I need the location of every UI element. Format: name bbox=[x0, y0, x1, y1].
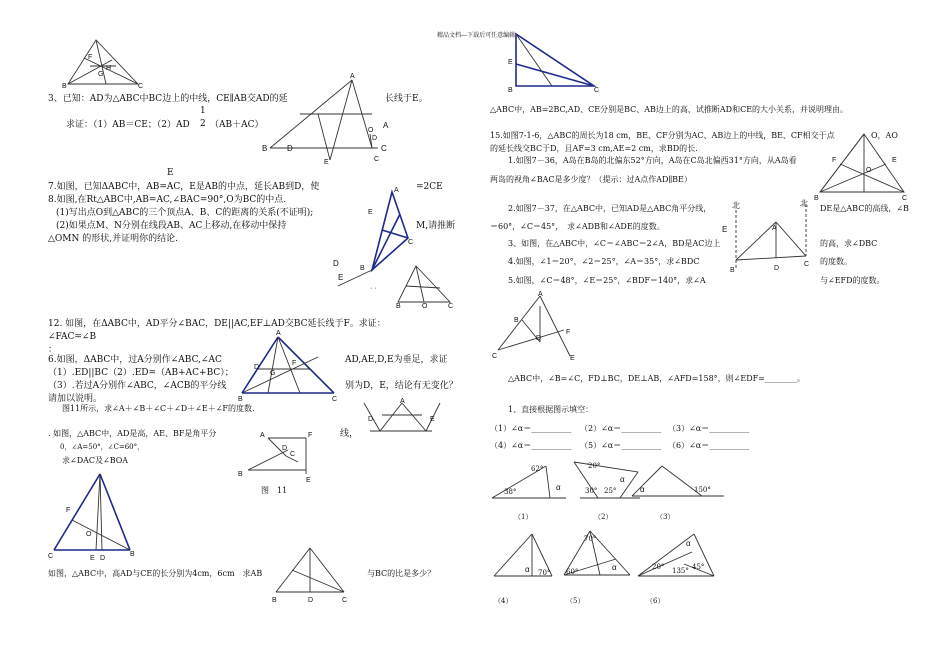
svg-text:F: F bbox=[88, 54, 93, 61]
caption-4: （4） bbox=[494, 597, 513, 605]
svg-text:D: D bbox=[774, 265, 780, 272]
svg-text:B: B bbox=[272, 597, 277, 604]
question-3-line1-end: 的高，求∠DBC bbox=[820, 239, 878, 248]
svg-text:C: C bbox=[290, 451, 296, 458]
problem-3-line2: 求证：（1）AB＝CE；（2）AD bbox=[66, 120, 190, 130]
figure-problem-12 bbox=[238, 331, 338, 401]
problem-3-line2-end: （AB＋AC） bbox=[210, 120, 264, 130]
alpha-mark-5: α bbox=[612, 563, 617, 572]
fig3-label-C: C bbox=[381, 144, 387, 153]
problem-7-line1-end: =2CE bbox=[416, 182, 443, 192]
problem-11: 图11所示，求∠A＋∠B＋∠C＋∠D＋∠E＋∠F的度数. bbox=[62, 404, 255, 413]
svg-text:E: E bbox=[508, 59, 513, 66]
fig3-label-B: B bbox=[262, 144, 268, 153]
figure-last-left bbox=[270, 540, 370, 606]
svg-text:B: B bbox=[238, 396, 243, 403]
problem-3-line1-end: 长线于E。 bbox=[385, 94, 428, 104]
problem-8-line3-end: M,请推断 bbox=[416, 221, 456, 231]
svg-text:H: H bbox=[106, 65, 112, 72]
problem-6-line1: 6.如图，ΔABC中，过A分别作∠ABC,∠AC bbox=[48, 355, 222, 365]
figure-11 bbox=[236, 428, 326, 486]
svg-text:C: C bbox=[342, 597, 348, 604]
question-2-line1-end: DE是△ABC的高线，∠B bbox=[820, 204, 909, 213]
angle-2-left: 30° bbox=[585, 487, 598, 495]
svg-text:B: B bbox=[814, 195, 819, 202]
question-3-line1: 3、如图，在△ABC中，∠C＝∠ABC＝2∠A，BD是AC边上 bbox=[508, 239, 721, 248]
figure-top-right bbox=[504, 28, 614, 98]
north-label-left: 北 bbox=[732, 201, 740, 210]
svg-text:D: D bbox=[254, 364, 260, 371]
svg-text:E: E bbox=[306, 477, 311, 484]
svg-text:B: B bbox=[238, 471, 243, 478]
figure-problem-6 bbox=[360, 399, 444, 437]
svg-text:O: O bbox=[422, 303, 428, 310]
svg-text:F: F bbox=[308, 432, 313, 439]
problem-3-label-E: E bbox=[167, 168, 174, 178]
fig7-label-D: D bbox=[333, 259, 339, 268]
question-2-line1: 2.如图7－37，在△ABC中，已知AD是△ABC角平分线， bbox=[508, 204, 712, 213]
svg-text:B: B bbox=[396, 303, 401, 310]
svg-text:O: O bbox=[368, 127, 374, 134]
question-5-line1: 5.如图，∠C＝48°，∠E＝25°，∠BDF＝140°，求∠A bbox=[508, 276, 706, 285]
problem-12-line1: 12. 如图，在ΔABC中，AD平分∠BAC，DE||AC,EF⊥AD交BC延长线于F。求证： bbox=[48, 319, 386, 329]
svg-text:F: F bbox=[292, 360, 297, 367]
figure-problem-3 bbox=[260, 74, 400, 164]
problem-last-line: 如图，△ABC中，高AD与CE的长分别为4cm，6cm 求AB bbox=[48, 569, 263, 578]
caption-3: （3） bbox=[656, 513, 675, 521]
angle-1-bottom: 38° bbox=[504, 488, 517, 496]
svg-text:D: D bbox=[282, 445, 288, 452]
svg-text:A: A bbox=[394, 187, 399, 194]
svg-text:O: O bbox=[866, 167, 872, 174]
svg-text:C: C bbox=[332, 396, 338, 403]
problem-bd-line1: . 如图，△ABC中，AD是高，AE、BF是角平分 bbox=[48, 429, 217, 438]
alpha-mark-4: α bbox=[525, 565, 530, 574]
svg-text:C: C bbox=[804, 261, 810, 268]
svg-text:A: A bbox=[772, 225, 777, 232]
svg-text:A: A bbox=[350, 73, 355, 80]
page-header: 精品文档---下载后可任意编辑 bbox=[437, 32, 516, 39]
problem-ad-ce: △ABC中，AB=2BC,AD、CE分别是BC、AB边上的高，试推断AD和CE的大小关系，并说明理由。 bbox=[490, 105, 849, 114]
question-4: 4.如图，∠1＝20°，∠2＝25°，∠A＝35°，求∠BDC bbox=[508, 257, 700, 266]
alpha-blank-3: （3）∠α＝__________ bbox=[668, 424, 750, 433]
problem-6-line3: （3）.若过A分别作∠ABC，∠ACB的平分线 bbox=[48, 381, 227, 391]
svg-text:B: B bbox=[508, 87, 513, 94]
alpha-blank-2: （2）∠α＝__________ bbox=[580, 424, 662, 433]
svg-text:B: B bbox=[730, 267, 735, 274]
angle-1-top: 62° bbox=[531, 465, 544, 473]
svg-text:B: B bbox=[514, 317, 519, 324]
problem-3-line1: 3、已知：AD为△ABC中BC边上的中线，CE∥AB交AD的延 bbox=[48, 94, 288, 104]
svg-text:C: C bbox=[902, 195, 908, 202]
angle-3-value: 150° bbox=[694, 486, 711, 494]
alpha-mark-6: α bbox=[686, 539, 691, 548]
svg-text:G: G bbox=[270, 370, 276, 377]
alpha-mark-1: α bbox=[556, 483, 561, 492]
map-label-E: E bbox=[722, 225, 728, 234]
problem-8-line1: 8.如图,在Rt△ABC中,AB=AC,∠BAC=90°,O为BC的中点. bbox=[48, 195, 287, 205]
alpha-mark-2: α bbox=[620, 475, 625, 484]
figure-question-6 bbox=[490, 290, 580, 362]
alpha-blank-6: （6）∠α＝__________ bbox=[668, 441, 750, 450]
alpha-blank-5: （5）∠α＝__________ bbox=[580, 441, 662, 450]
svg-text:G: G bbox=[98, 71, 104, 78]
figure-problem-15 bbox=[812, 130, 912, 202]
problem-15-line1-end: O，AO bbox=[871, 131, 898, 140]
svg-text:C: C bbox=[138, 83, 144, 90]
problem-bd-line3: 求∠DAC及∠BOA bbox=[62, 456, 129, 465]
caption-2: （2） bbox=[594, 513, 613, 521]
problem-8-line3: (2)如果点M、N分别在线段AB、AC上移动,在移动中保持 bbox=[56, 221, 287, 231]
figure-altitude-bisector bbox=[46, 468, 146, 568]
question-1-line1: 1.如图7－36，A岛在B岛的北偏东52°方向，A岛在C岛北偏西31°方向，从A岛看 bbox=[508, 156, 797, 165]
angle-6-left: 20° bbox=[652, 563, 665, 571]
svg-text:E: E bbox=[430, 416, 435, 423]
svg-text:C: C bbox=[448, 303, 454, 310]
svg-text:D: D bbox=[100, 555, 106, 562]
svg-text:E: E bbox=[892, 157, 897, 164]
caption-6: （6） bbox=[646, 597, 665, 605]
question-6: △ABC中，∠B=∠C，FD⊥BC，DE⊥AB，∠AFD=158°，则∠EDF=________。 bbox=[508, 374, 805, 383]
svg-text:E: E bbox=[90, 555, 95, 562]
svg-text:O: O bbox=[86, 531, 92, 538]
angle-figure-3 bbox=[624, 462, 728, 502]
svg-text:B: B bbox=[130, 551, 135, 558]
fraction-denominator: 2 bbox=[200, 119, 206, 129]
svg-text:D: D bbox=[308, 597, 314, 604]
svg-text:A: A bbox=[538, 291, 543, 298]
problem-8-line4: △OMN 的形状,并证明你的结论. bbox=[48, 234, 178, 244]
svg-text:E: E bbox=[324, 159, 329, 166]
figure-top-left-triangle bbox=[64, 36, 144, 88]
question-1-line2: 两岛的视角∠BAC是多少度？（提示：过A点作AD∥BE） bbox=[490, 175, 692, 184]
problem-12-line2: ∠FAC=∠B bbox=[48, 332, 97, 342]
svg-text:C: C bbox=[492, 353, 498, 360]
svg-text:B: B bbox=[62, 83, 67, 90]
problem-12-line3: ： bbox=[48, 345, 58, 355]
svg-text:E: E bbox=[368, 209, 373, 216]
fig7-label-E: E bbox=[338, 273, 344, 282]
svg-text:A: A bbox=[260, 432, 265, 439]
fraction-numerator: 1 bbox=[200, 106, 206, 116]
problem-6-line4: 请加以说明。 bbox=[48, 394, 103, 404]
svg-text:D: D bbox=[536, 335, 542, 342]
angle-6-right: 45° bbox=[692, 563, 705, 571]
alpha-blank-4: （4）∠α＝__________ bbox=[490, 441, 572, 450]
angle-2-right: 25° bbox=[604, 487, 617, 495]
problem-7-line1: 7.如图，已知ΔABC中，AB=AC，E是AB的中点，延长AB到D，使 bbox=[48, 182, 320, 192]
caption-5: （5） bbox=[566, 597, 585, 605]
problem-bd-line1-end: 线， bbox=[340, 429, 359, 439]
problem-6-line1-end: AD,AE,D,E为垂足，求证 bbox=[345, 355, 448, 365]
svg-text:C: C bbox=[48, 553, 54, 560]
section-1-title: 1、直接根据图示填空： bbox=[508, 405, 594, 414]
problem-8-line2: (1)写出点O到△ABC的三个顶点A、B、C的距离的关系(不证明); bbox=[56, 208, 314, 218]
figure-problem-8 bbox=[370, 262, 460, 308]
caption-1: （1） bbox=[514, 513, 533, 521]
question-5-line1-end: 与∠EFD的度数。 bbox=[820, 276, 885, 285]
figure-north-map bbox=[726, 200, 822, 280]
svg-text:C: C bbox=[594, 87, 600, 94]
angle-5-top: 70° bbox=[584, 535, 597, 543]
svg-text:· ·: · · bbox=[370, 285, 377, 292]
svg-text:B: B bbox=[360, 265, 365, 272]
svg-text:A: A bbox=[400, 398, 405, 405]
problem-bd-line2: 0，∠A=50°，∠C=60°， bbox=[60, 443, 145, 451]
angle-2-top: 20° bbox=[588, 462, 601, 470]
svg-text:F: F bbox=[566, 329, 571, 336]
question-3-line2: 的度数。 bbox=[820, 257, 852, 266]
svg-text:D: D bbox=[372, 135, 378, 142]
angle-6-middle: 135° bbox=[672, 567, 689, 575]
svg-text:E: E bbox=[570, 355, 575, 362]
svg-text:D: D bbox=[368, 416, 374, 423]
problem-6-line3-end: 别为D，E，结论有无变化？ bbox=[345, 381, 458, 391]
angle-4-value: 70° bbox=[538, 569, 551, 577]
problem-6-line2: （1）.ED||BC（2）.ED=（AB+AC+BC）； bbox=[48, 368, 234, 378]
fig3-label-D: D bbox=[287, 144, 293, 153]
svg-text:C: C bbox=[374, 156, 380, 163]
svg-text:F: F bbox=[832, 157, 837, 164]
fig3-label-A: A bbox=[383, 121, 389, 130]
north-label-right: 北 bbox=[800, 199, 808, 208]
svg-text:C: C bbox=[408, 239, 414, 246]
svg-text:A: A bbox=[276, 330, 281, 337]
alpha-mark-3: α bbox=[640, 485, 645, 494]
alpha-blank-1: （1）∠α＝__________ bbox=[490, 424, 572, 433]
svg-text:F: F bbox=[66, 507, 71, 514]
figure-11-caption: 图 11 bbox=[261, 486, 288, 495]
problem-last-line-end: 与BC的比是多少？ bbox=[367, 569, 436, 578]
question-2-line2: ＝60°，∠C＝45°， 求∠ADB和∠ADE的度数。 bbox=[490, 222, 665, 231]
problem-15-line2: 的延长线交BC于D，且AF=3 cm,AE=2 cm，求BD的长. bbox=[490, 144, 698, 153]
problem-15-line1: 15.如图7-1-6，△ABC的周长为18 cm，BE、CF分别为AC、AB边上的中线，BE、CF相交于点 bbox=[490, 131, 835, 140]
angle-5-bottom: 60° bbox=[566, 568, 579, 576]
